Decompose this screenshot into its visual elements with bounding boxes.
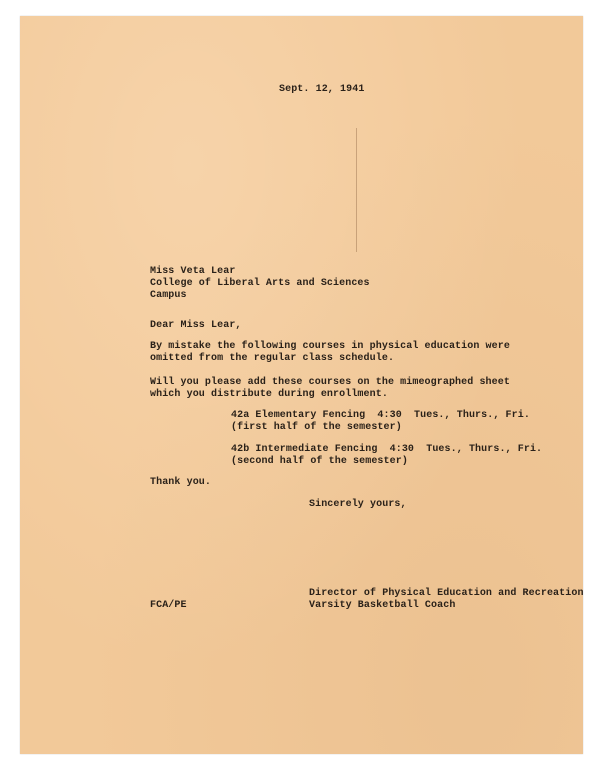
course-42b-note: (second half of the semester) — [231, 456, 408, 467]
signature-title-line-2: Varsity Basketball Coach — [309, 600, 456, 611]
signature-title-line-1: Director of Physical Education and Recreation — [309, 588, 584, 599]
initials: FCA/PE — [150, 600, 187, 611]
recipient-department: College of Liberal Arts and Sciences — [150, 278, 370, 289]
paper-crease — [356, 128, 357, 252]
recipient-name: Miss Veta Lear — [150, 266, 236, 277]
course-42a-line: 42a Elementary Fencing 4:30 Tues., Thurs., Fri. — [231, 410, 530, 421]
paragraph-1-line-2: omitted from the regular class schedule. — [150, 353, 395, 364]
course-42b-line: 42b Intermediate Fencing 4:30 Tues., Thurs., Fri. — [231, 444, 543, 455]
letter-date: Sept. 12, 1941 — [279, 84, 365, 95]
paragraph-2-line-2: which you distribute during enrollment. — [150, 389, 388, 400]
course-42a-note: (first half of the semester) — [231, 422, 402, 433]
recipient-location: Campus — [150, 290, 187, 301]
paragraph-2-line-1: Will you please add these courses on the mimeographed sheet — [150, 377, 510, 388]
closing: Sincerely yours, — [309, 499, 407, 510]
salutation: Dear Miss Lear, — [150, 320, 242, 331]
thank-you: Thank you. — [150, 477, 212, 488]
paragraph-1-line-1: By mistake the following courses in physical education were — [150, 341, 510, 352]
